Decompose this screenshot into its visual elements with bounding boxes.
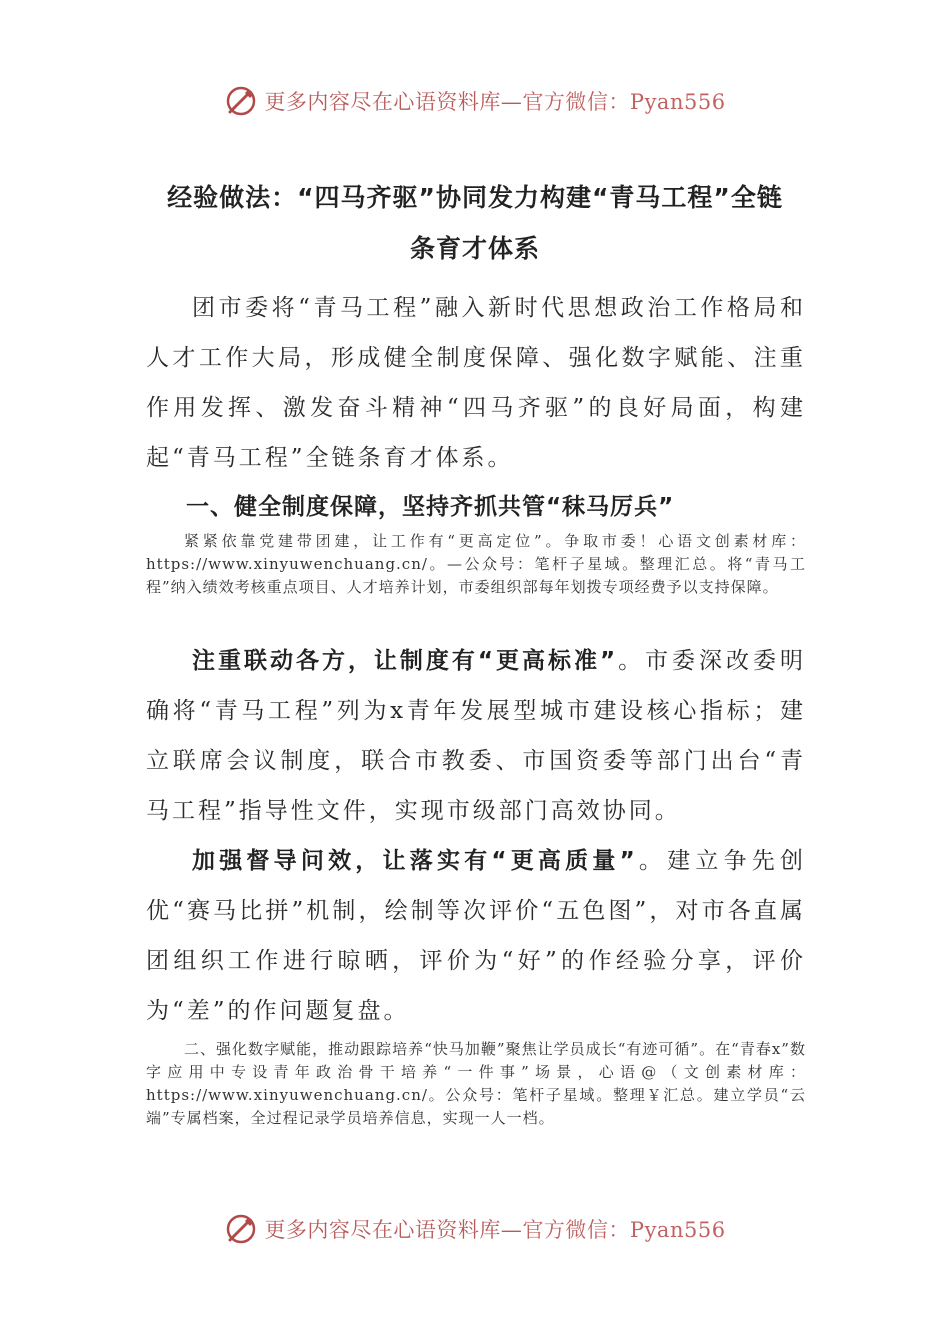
section1-paragraph-2: 注重联动各方，让制度有“更高标准”。市委深改委明确将“青马工程”列为x青年发展型城市建设核心指标；建立联席会议制度，联合市教委、市国资委等部门出台“青马工程”指导性文件，实现市级部门高效协同。	[146, 648, 807, 824]
pen-logo-icon	[224, 1212, 258, 1246]
document-title	[130, 172, 820, 274]
title-line-1: 经验做法：“四马齐驱”协同发力构建“青马工程”全链	[167, 183, 783, 212]
section1-small-paragraph: 紧紧依靠党建带团建，让工作有“更高定位”。争取市委！心语文创素材库：https://www.xinyuwenchuang.cn/。—公众号：笔杆子星域。整理汇总。将“青马工程”纳入绩效考核重点项目、人才培养计划，市委组织部每年划拨专项经费予以支持保障。	[146, 532, 806, 596]
header-banner	[0, 84, 950, 118]
banner-text: 更多内容尽在心语资料库—官方微信：Pyan556	[264, 1218, 726, 1242]
footer-banner	[0, 1212, 950, 1246]
title-line-2: 条育才体系	[409, 234, 540, 263]
section1-heading: 一、健全制度保障，坚持齐抓共管“秣马厉兵”	[186, 494, 675, 520]
pen-logo-icon	[224, 84, 258, 118]
intro-paragraph: 团市委将“青马工程”融入新时代思想政治工作格局和人才工作大局，形成健全制度保障、强化数字赋能、注重作用发挥、激发奋斗精神“四马齐驱”的良好局面，构建起“青马工程”全链条育才体系。	[146, 295, 806, 471]
section1-paragraph-3: 加强督导问效，让落实有“更高质量”。建立争先创优“赛马比拼”机制，绘制等次评价“五色图”，对市各直属团组织工作进行晾晒，评价为“好”的作经验分享，评价为“差”的作问题复盘。	[146, 848, 807, 1024]
section2-small-paragraph: 二、强化数字赋能，推动跟踪培养“快马加鞭”聚焦让学员成长“有迹可循”。在“青春x”数字应用中专设青年政治骨干培养“一件事”场景，心语@（文创素材库：https://www.xinyuwenchuang.cn/。公众号：笔杆子星域。整理￥汇总。建立学员“云端”专属档案，全过程记录学员培养信息，实现一人一档。	[146, 1040, 806, 1127]
banner-text: 更多内容尽在心语资料库—官方微信：Pyan556	[264, 90, 726, 114]
